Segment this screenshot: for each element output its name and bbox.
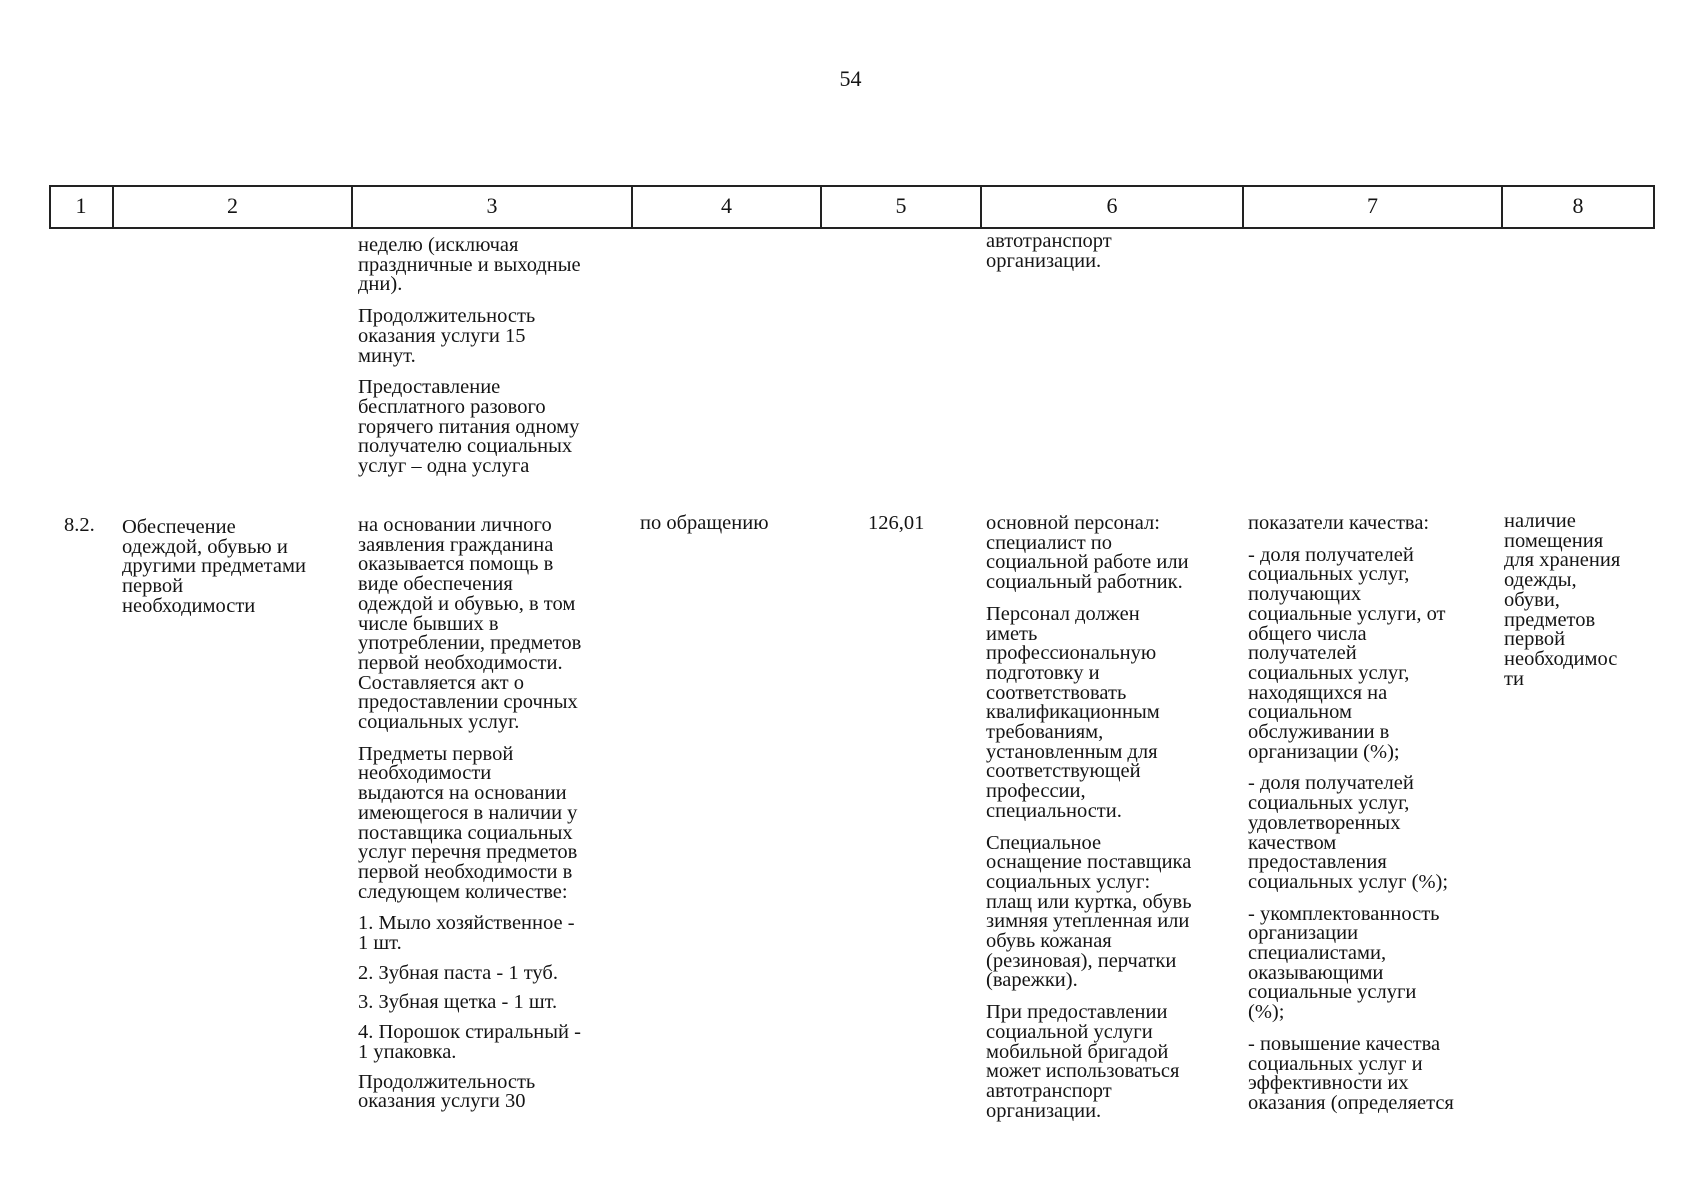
header-top-border [49, 185, 1655, 187]
continuation-paragraph: автотранспорт организации. [986, 230, 1112, 272]
description-paragraph: на основании личного заявления гражданина оказывается помощь в виде обеспечения одеждой и обувью, в том числе бывших в употреблении, предметов первой необходимости. Составляется акт о предоставлении срочных социальных услуг. [358, 514, 582, 734]
header-bottom-border [49, 227, 1655, 229]
description-paragraph: Продолжительность оказания услуги 30 [358, 1070, 536, 1113]
service-name: Обеспечение одеждой, обувью и другими предметами первой необходимости [122, 516, 306, 617]
row-number: 8.2. [64, 514, 95, 536]
service-description [358, 516, 643, 1124]
service-conditions [986, 514, 1248, 1133]
description-item: 2. Зубная паста - 1 туб. [358, 961, 558, 984]
conditions-paragraph: основной персонал: специалист по социальной работе или социальный работник. [986, 512, 1189, 594]
service-frequency: по обращению [640, 512, 769, 534]
conditions-paragraph: При предоставлении социальной услуги мобильной бригадой может использоваться автотранспорт организации. [986, 1001, 1180, 1122]
continuation-paragraph: Продолжительность оказания услуги 15 минут. [358, 305, 536, 367]
header-col-8: 8 [1572, 193, 1584, 218]
description-item: 3. Зубная щетка - 1 шт. [358, 991, 558, 1014]
quality-indicators [1248, 514, 1508, 1126]
header-col-3: 3 [486, 193, 498, 218]
conditions-paragraph: Персонал должен иметь профессиональную подготовку и соответствовать квалификационным требованиям, установленным для соответствующей профессии, специальности. [986, 602, 1160, 822]
quality-paragraph: - доля получателей социальных услуг, получающих социальные услуги, от общего числа получателей социальных услуг, находящихся на социальном обслуживании в организации (%); [1248, 543, 1446, 763]
header-col-7: 7 [1367, 193, 1378, 218]
header-col-2: 2 [227, 193, 238, 218]
header-col-5: 5 [895, 193, 907, 218]
quality-paragraph: - повышение качества социальных услуг и эффективности их оказания (определяется [1248, 1032, 1454, 1114]
continuation-paragraph: Предоставление бесплатного разового горячего питания одному получателю социальных услуг – одна услуга [358, 376, 580, 478]
conditions-paragraph: Специальное оснащение поставщика социальных услуг: плащ или куртка, обувь зимняя утепленная или обувь кожаная (резиновая), перчатки (варежки). [986, 831, 1192, 992]
continuation-col-3 [358, 236, 643, 489]
header-col-1: 1 [75, 193, 87, 218]
quality-paragraph: - доля получателей социальных услуг, удовлетворенных качеством предоставления социальных услуг (%); [1248, 772, 1449, 893]
header-col-4: 4 [721, 193, 732, 218]
quality-paragraph: - укомплектованность организации специалистами, оказывающими социальные услуги (%); [1248, 902, 1440, 1024]
service-tariff: 126,01 [868, 512, 925, 534]
premises-conditions: наличие помещения для хранения одежды, обуви, предметов первой необходимос ти [1504, 510, 1621, 690]
table-header-row [49, 185, 1655, 229]
page-number: 54 [839, 66, 862, 91]
quality-paragraph: показатели качества: [1248, 512, 1430, 534]
continuation-col-6 [986, 232, 1248, 283]
header-col-6: 6 [1106, 193, 1118, 218]
description-paragraph: Предметы первой необходимости выдаются на основании имеющегося в наличии у поставщика социальных услуг перечня предметов первой необходимости в следующем количестве: [358, 742, 578, 903]
continuation-paragraph: неделю (исключая праздничные и выходные дни). [358, 234, 581, 296]
description-item: 4. Порошок стиральный - 1 упаковка. [358, 1021, 581, 1063]
description-item: 1. Мыло хозяйственное - 1 шт. [358, 912, 575, 955]
